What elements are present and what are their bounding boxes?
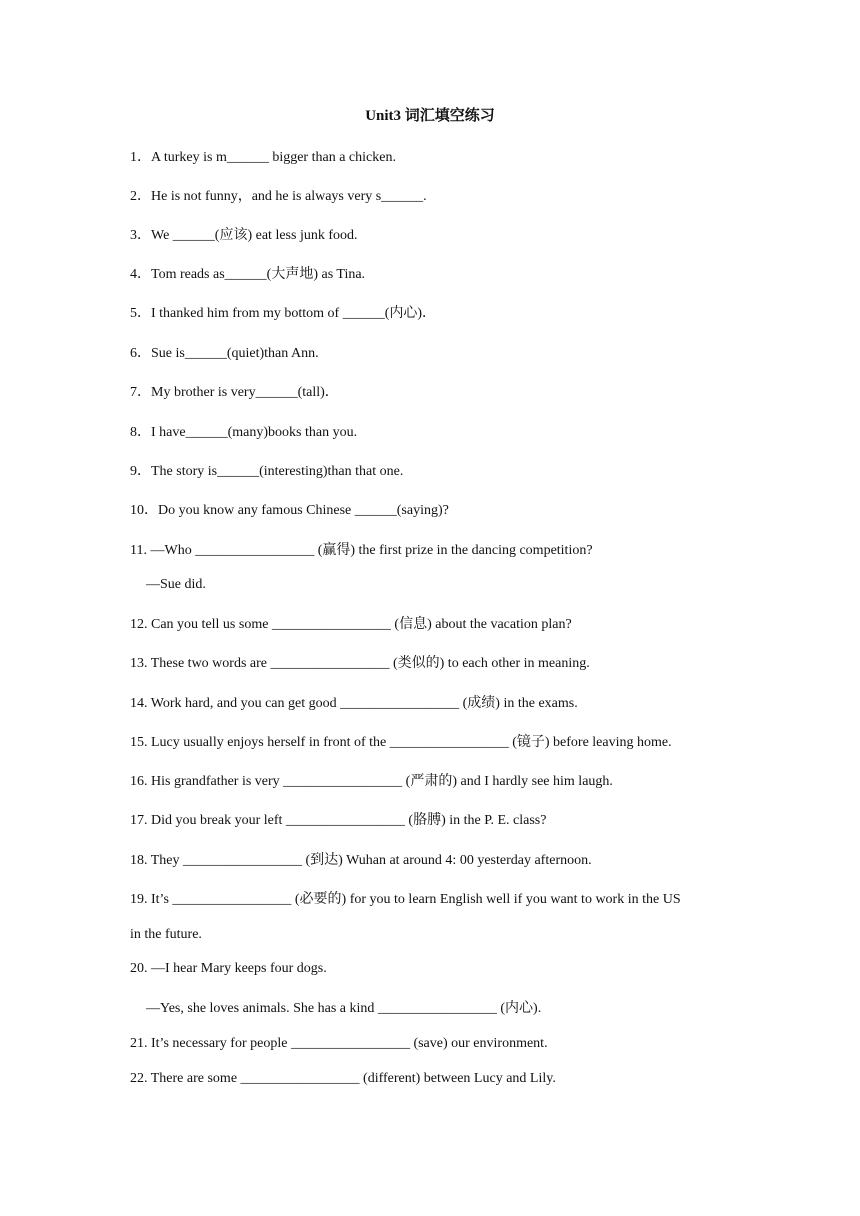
question-5: 5．I thanked him from my bottom of ______(内心)．: [130, 306, 437, 321]
question-14: 14. Work hard, and you can get good _________________ (成绩) in the exams.: [130, 696, 578, 711]
question-22: 22. There are some _________________ (different) between Lucy and Lily.: [130, 1071, 556, 1086]
question-20-answer: —Yes, she loves animals. She has a kind _________________ (内心).: [146, 1001, 542, 1016]
question-20: 20. —I hear Mary keeps four dogs.: [130, 961, 327, 976]
question-17: 17. Did you break your left _________________ (胳膊) in the P. E. class?: [130, 813, 547, 828]
question-11-answer: —Sue did.: [146, 577, 206, 592]
question-10: 10．Do you know any famous Chinese ______(saying)?: [130, 503, 449, 518]
question-11: 11. —Who _________________ (赢得) the first prize in the dancing competition?: [130, 543, 593, 558]
question-2: 2．He is not funny，and he is always very s______.: [130, 189, 427, 204]
worksheet-title: Unit3 词汇填空练习: [365, 108, 495, 124]
question-9: 9．The story is______(interesting)than that one.: [130, 464, 404, 479]
question-19-continued: in the future.: [130, 927, 202, 942]
question-13: 13. These two words are _________________ (类似的) to each other in meaning.: [130, 656, 590, 671]
question-18: 18. They _________________ (到达) Wuhan at around 4: 00 yesterday afternoon.: [130, 853, 592, 868]
question-19: 19. It’s _________________ (必要的) for you to learn English well if you want to work in the US: [130, 892, 681, 907]
question-8: 8．I have______(many)books than you.: [130, 425, 358, 440]
question-4: 4．Tom reads as______(大声地) as Tina.: [130, 267, 366, 282]
question-16: 16. His grandfather is very _________________ (严肃的) and I hardly see him laugh.: [130, 774, 613, 789]
question-12: 12. Can you tell us some _________________ (信息) about the vacation plan?: [130, 617, 572, 632]
question-3: 3．We ______(应该) eat less junk food.: [130, 228, 358, 243]
question-21: 21. It’s necessary for people _________________ (save) our environment.: [130, 1036, 548, 1051]
question-15: 15. Lucy usually enjoys herself in front of the _________________ (镜子) before leaving home.: [130, 735, 672, 750]
question-7: 7．My brother is very______(tall)．: [130, 385, 339, 400]
question-1: 1．A turkey is m______ bigger than a chicken.: [130, 150, 396, 165]
question-6: 6．Sue is______(quiet)than Ann.: [130, 346, 319, 361]
